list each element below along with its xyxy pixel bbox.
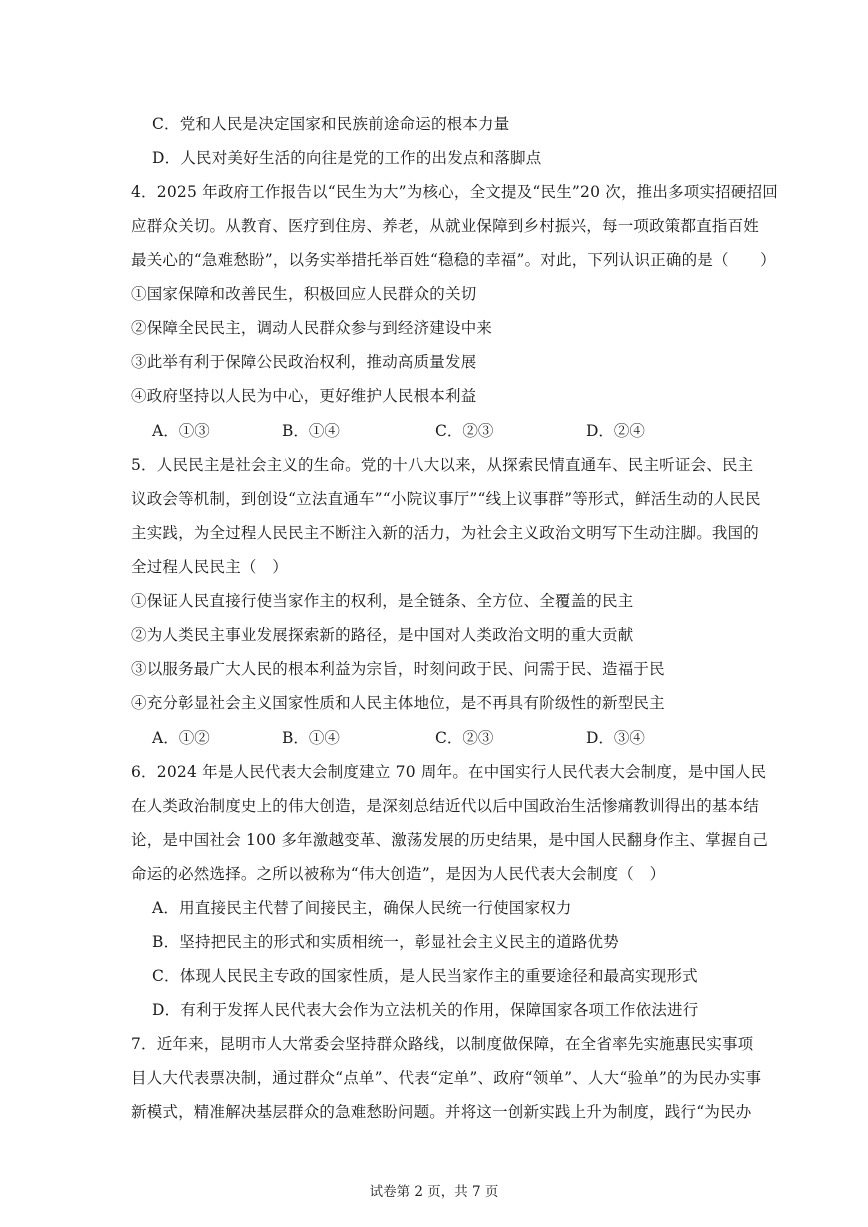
q5-statement: ④充分彰显社会主义国家性质和人民主体地位，是不再具有阶级性的新型民主 — [131, 694, 665, 712]
page-footer: 试卷第 2 页，共 7 页 — [369, 1184, 499, 1200]
q4-statement: ①国家保障和改善民生，积极回应人民群众的关切 — [131, 285, 477, 303]
q6-stem-line: 6．2024 年是人民代表大会制度建立 70 周年。在中国实行人民代表大会制度，是中国人民 — [131, 763, 767, 781]
q5-choice-c: C．②③ — [435, 729, 494, 747]
q4-statement: ③此举有利于保障公民政治权利，推动高质量发展 — [131, 353, 477, 371]
q7-stem-line: 目人大代表票决制，通过群众“点单”、代表“定单”、政府“领单”、人大“验单”的为民办实事 — [131, 1069, 762, 1087]
q4-statement: ②保障全民民主，调动人民群众参与到经济建设中来 — [131, 319, 493, 337]
q5-choice-d: D．③④ — [586, 729, 645, 747]
q6-option-b: B．坚持把民主的形式和实质相统一，彰显社会主义民主的道路优势 — [152, 933, 619, 951]
q4-stem-line: 应群众关切。从教育、医疗到住房、养老，从就业保障到乡村振兴，每一项政策都直指百姓 — [131, 217, 760, 235]
q5-stem-line: 5．人民民主是社会主义的生命。党的十八大以来，从探索民情直通车、民主听证会、民主 — [131, 456, 754, 474]
q6-option-c: C．体现人民民主专政的国家性质，是人民当家作主的重要途径和最高实现形式 — [152, 967, 698, 985]
q7-stem-line: 7．近年来，昆明市人大常委会坚持群众路线，以制度做保障，在全省率先实施惠民实事项 — [131, 1035, 754, 1053]
q4-choice-a: A．①③ — [152, 422, 210, 440]
q5-stem-line: 主实践，为全过程人民民主不断注入新的活力，为社会主义政治文明写下生动注脚。我国的 — [131, 524, 760, 542]
q4-stem-line: 4．2025 年政府工作报告以“民生为大”为核心，全文提及“民生”20 次，推出多项实招硬招回 — [131, 183, 778, 201]
q5-statement: ②为人类民主事业发展探索新的路径，是中国对人类政治文明的重大贡献 — [131, 626, 634, 644]
q4-stem-line: 最关心的“急难愁盼”，以务实举措托举百姓“稳稳的幸福”。对此，下列认识正确的是（ ） — [131, 251, 776, 269]
q5-statement: ①保证人民直接行使当家作主的权利，是全链条、全方位、全覆盖的民主 — [131, 592, 634, 610]
q4-choice-c: C．②③ — [435, 422, 494, 440]
q6-stem-line: 论，是中国社会 100 多年激越变革、激荡发展的历史结果，是中国人民翻身作主、掌握自己 — [131, 831, 769, 849]
q6-stem-line: 在人类政治制度史上的伟大创造，是深刻总结近代以后中国政治生活惨痛教训得出的基本结 — [131, 797, 760, 815]
q6-option-a: A．用直接民主代替了间接民主，确保人民统一行使国家权力 — [152, 899, 572, 917]
q4-choice-b: B．①④ — [282, 422, 340, 440]
q7-stem-line: 新模式，精准解决基层群众的急难愁盼问题。并将这一创新实践上升为制度，践行“为民办 — [131, 1103, 752, 1121]
q6-option-d: D．有利于发挥人民代表大会作为立法机关的作用，保障国家各项工作依法进行 — [152, 1001, 699, 1019]
q5-choices — [152, 728, 712, 748]
q4-choice-d: D．②④ — [586, 422, 645, 440]
q5-choice-b: B．①④ — [282, 729, 340, 747]
q4-statement: ④政府坚持以人民为中心，更好维护人民根本利益 — [131, 387, 477, 405]
q5-stem-line: 议政会等机制，到创设“立法直通车”“小院议事厅”“线上议事群”等形式，鲜活生动的人民民 — [131, 490, 761, 508]
q3-option-d: D．人民对美好生活的向往是党的工作的出发点和落脚点 — [152, 149, 542, 167]
q4-choices — [152, 421, 712, 441]
q5-stem-line: 全过程人民民主（ ） — [131, 558, 289, 576]
q6-stem-line: 命运的必然选择。之所以被称为“伟大创造”，是因为人民代表大会制度（ ） — [131, 865, 666, 883]
q5-choice-a: A．①② — [152, 729, 210, 747]
q3-option-c: C．党和人民是决定国家和民族前途命运的根本力量 — [152, 115, 510, 133]
q5-statement: ③以服务最广大人民的根本利益为宗旨，时刻问政于民、问需于民、造福于民 — [131, 660, 665, 678]
